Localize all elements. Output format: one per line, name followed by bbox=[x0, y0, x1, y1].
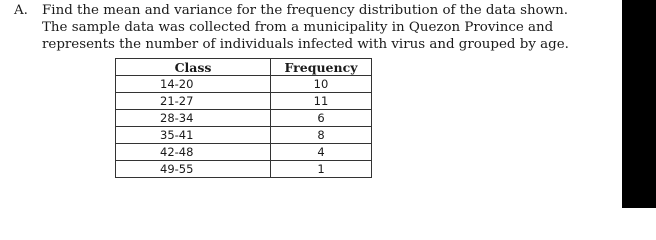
table-row bbox=[116, 161, 372, 178]
class-cell: 14-20 bbox=[116, 76, 271, 93]
class-cell: 42-48 bbox=[116, 144, 271, 161]
table-header-row bbox=[116, 59, 372, 76]
frequency-cell: 1 bbox=[271, 161, 372, 178]
question-line: The sample data was collected from a municipality in Quezon Province and bbox=[42, 20, 554, 35]
frequency-cell: 10 bbox=[271, 76, 372, 93]
class-cell: 28-34 bbox=[116, 110, 271, 127]
frequency-cell: 8 bbox=[271, 127, 372, 144]
table-row bbox=[116, 110, 372, 127]
frequency-cell: 6 bbox=[271, 110, 372, 127]
frequency-cell: 4 bbox=[271, 144, 372, 161]
class-header: Class bbox=[116, 59, 271, 76]
question-label: A. bbox=[14, 3, 28, 18]
question-block bbox=[14, 2, 614, 53]
table-row bbox=[116, 93, 372, 110]
table-row bbox=[116, 144, 372, 161]
question-line: represents the number of individuals infected with virus and grouped by age. bbox=[42, 37, 569, 52]
class-cell: 21-27 bbox=[116, 93, 271, 110]
class-cell: 35-41 bbox=[116, 127, 271, 144]
question-line: Find the mean and variance for the frequency distribution of the data shown. bbox=[42, 3, 568, 18]
table-row bbox=[116, 76, 372, 93]
black-edge-bar bbox=[622, 0, 656, 208]
frequency-cell: 11 bbox=[271, 93, 372, 110]
table-row bbox=[116, 127, 372, 144]
class-cell: 49-55 bbox=[116, 161, 271, 178]
question-text bbox=[42, 2, 614, 53]
frequency-table bbox=[115, 58, 372, 178]
frequency-header: Frequency bbox=[271, 59, 372, 76]
